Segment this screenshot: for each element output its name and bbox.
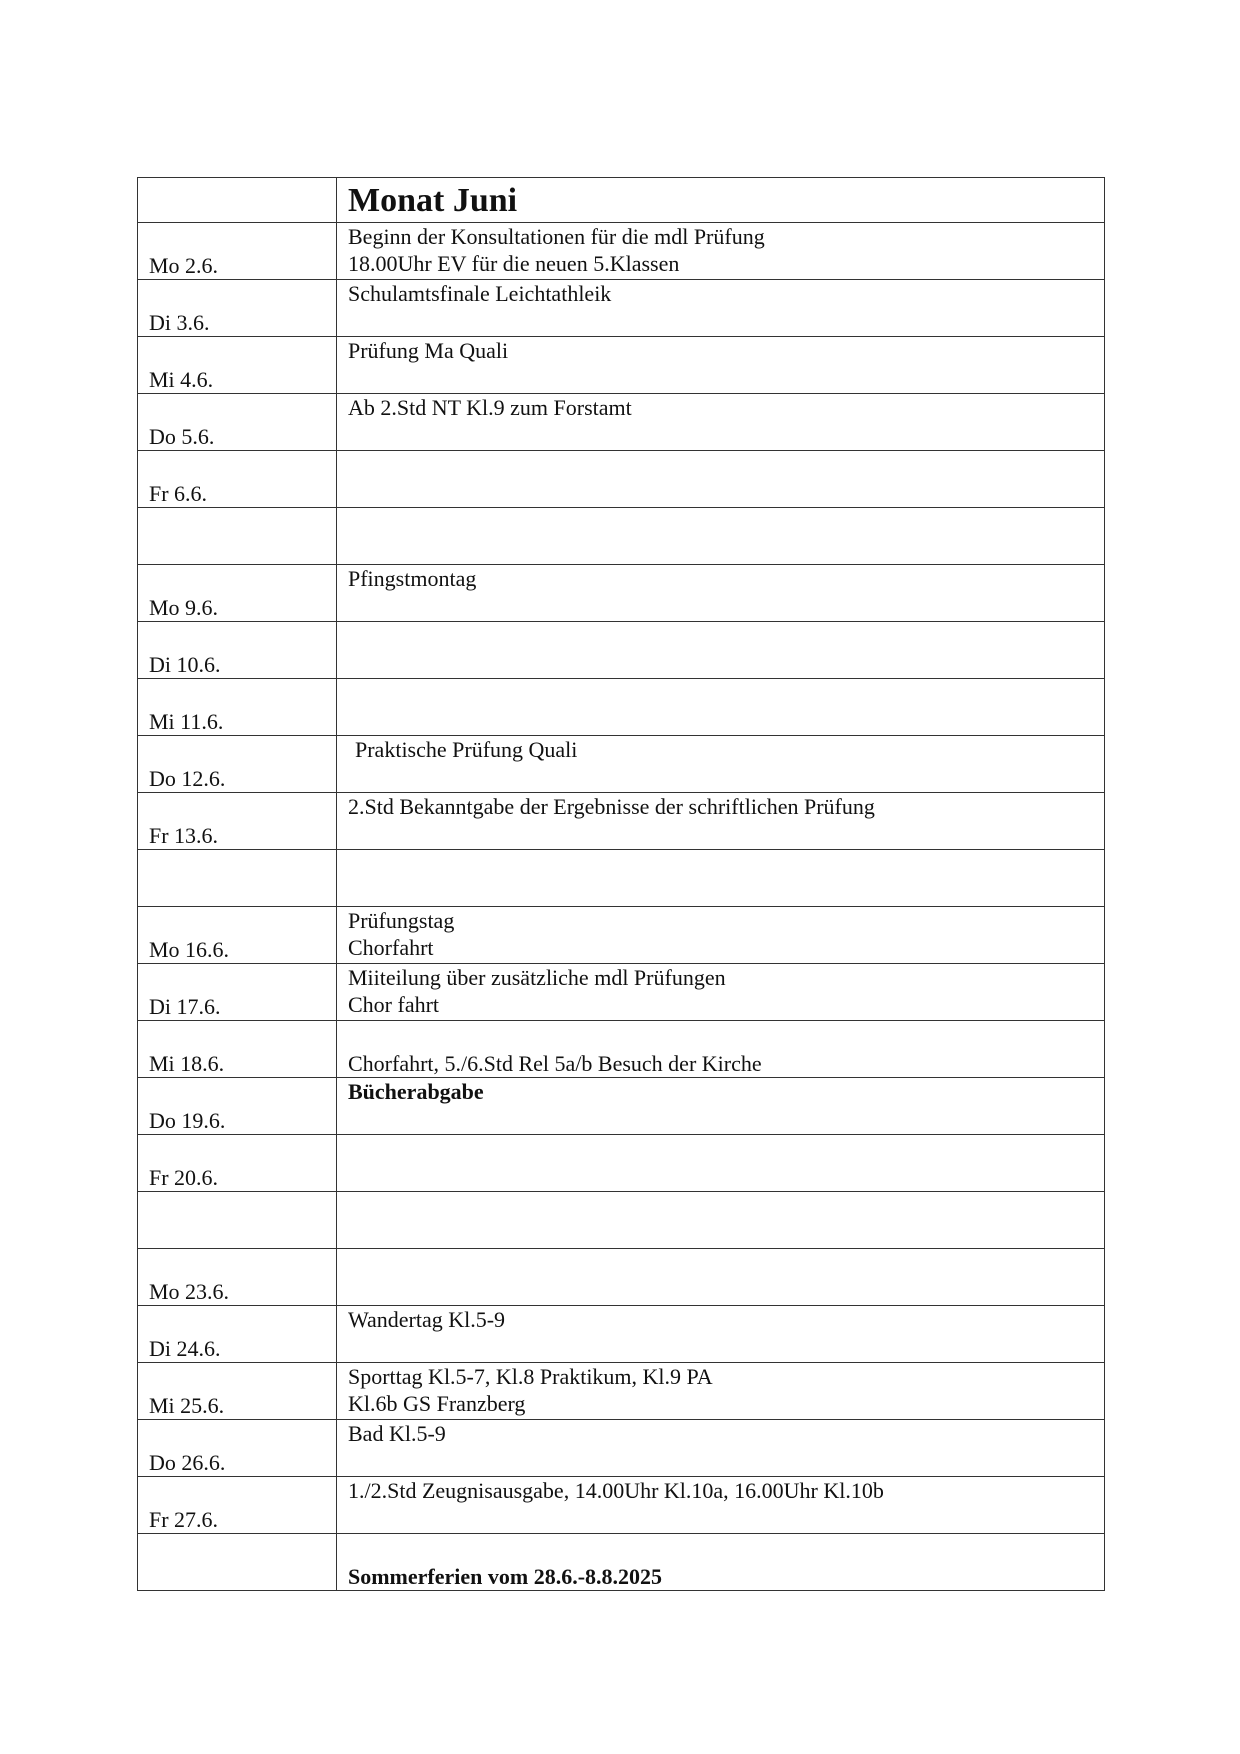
header-row [138, 178, 1105, 223]
day-cell [138, 223, 337, 280]
event-text [348, 964, 726, 1018]
event-line: 18.00Uhr EV für die neuen 5.Klassen [348, 251, 680, 276]
day-cell [138, 622, 337, 679]
day-label: Mi 25.6. [149, 1393, 225, 1418]
table-row [138, 280, 1105, 337]
events-cell [337, 565, 1105, 622]
event-text: Ab 2.Std NT Kl.9 zum Forstamt [348, 395, 632, 420]
day-label: Fr 6.6. [149, 481, 208, 506]
events-cell [337, 1078, 1105, 1135]
event-text: 2.Std Bekanntgabe der Ergebnisse der schriftlichen Prüfung [348, 794, 875, 819]
events-cell [337, 1192, 1105, 1249]
day-label: Mi 11.6. [149, 709, 224, 734]
month-title: Monat Juni [348, 182, 518, 219]
event-text [348, 223, 765, 277]
event-text: Pfingstmontag [348, 566, 477, 591]
event-text: Bad Kl.5-9 [348, 1421, 446, 1446]
day-label: Mi 4.6. [149, 367, 214, 392]
event-text: Wandertag Kl.5-9 [348, 1307, 506, 1332]
events-cell [337, 1534, 1105, 1591]
table-row [138, 1420, 1105, 1477]
event-text: Chorfahrt, 5./6.Std Rel 5a/b Besuch der Kirche [348, 1051, 762, 1076]
event-line: Kl.6b GS Franzberg [348, 1391, 526, 1416]
day-label: Fr 27.6. [149, 1507, 219, 1532]
day-cell [138, 850, 337, 907]
table-row [138, 451, 1105, 508]
table-row [138, 793, 1105, 850]
day-cell [138, 679, 337, 736]
events-cell [337, 793, 1105, 850]
table-row [138, 622, 1105, 679]
header-day-cell [138, 178, 337, 223]
june-schedule-table [137, 177, 1105, 1591]
day-label: Do 12.6. [149, 766, 226, 791]
day-cell [138, 1021, 337, 1078]
day-label: Fr 20.6. [149, 1165, 219, 1190]
day-cell [138, 508, 337, 565]
event-line: Chor fahrt [348, 992, 440, 1017]
day-cell [138, 1420, 337, 1477]
day-label: Di 24.6. [149, 1336, 221, 1361]
day-cell [138, 907, 337, 964]
day-label: Mo 16.6. [149, 937, 230, 962]
day-label: Do 5.6. [149, 424, 215, 449]
day-label: Do 26.6. [149, 1450, 226, 1475]
day-label: Mo 23.6. [149, 1279, 230, 1304]
table-row [138, 1021, 1105, 1078]
events-cell [337, 1477, 1105, 1534]
event-line: Beginn der Konsultationen für die mdl Prüfung [348, 224, 765, 249]
day-cell [138, 964, 337, 1021]
table-row [138, 337, 1105, 394]
events-cell [337, 622, 1105, 679]
events-cell [337, 1135, 1105, 1192]
events-cell [337, 223, 1105, 280]
table-row [138, 1363, 1105, 1420]
day-cell [138, 1078, 337, 1135]
event-line: Sporttag Kl.5-7, Kl.8 Praktikum, Kl.9 PA [348, 1364, 713, 1389]
table-row [138, 223, 1105, 280]
events-cell [337, 280, 1105, 337]
table-row [138, 850, 1105, 907]
events-cell [337, 850, 1105, 907]
table-row [138, 1249, 1105, 1306]
day-label: Do 19.6. [149, 1108, 226, 1133]
day-cell [138, 280, 337, 337]
day-label: Mo 9.6. [149, 595, 219, 620]
table-row [138, 1306, 1105, 1363]
table-row [138, 1477, 1105, 1534]
table-row [138, 736, 1105, 793]
events-cell [337, 907, 1105, 964]
day-label: Di 3.6. [149, 310, 210, 335]
day-label: Mi 18.6. [149, 1051, 225, 1076]
events-cell [337, 394, 1105, 451]
event-text: 1./2.Std Zeugnisausgabe, 14.00Uhr Kl.10a, 16.00Uhr Kl.10b [348, 1478, 884, 1503]
day-cell [138, 1477, 337, 1534]
day-cell [138, 451, 337, 508]
day-label: Di 17.6. [149, 994, 221, 1019]
events-cell [337, 1363, 1105, 1420]
event-text [348, 907, 454, 961]
summer-break-note: Sommerferien vom 28.6.-8.8.2025 [348, 1564, 663, 1589]
event-text: Praktische Prüfung Quali [355, 737, 578, 762]
events-cell [337, 508, 1105, 565]
event-text [348, 1363, 713, 1417]
day-cell [138, 1192, 337, 1249]
event-line: Chorfahrt [348, 935, 434, 960]
table-row [138, 1534, 1105, 1591]
day-cell [138, 565, 337, 622]
events-cell [337, 1420, 1105, 1477]
event-text: Schulamtsfinale Leichtathleik [348, 281, 612, 306]
day-label: Di 10.6. [149, 652, 221, 677]
day-cell [138, 1135, 337, 1192]
table-row [138, 1078, 1105, 1135]
table-row [138, 394, 1105, 451]
day-cell [138, 394, 337, 451]
day-cell [138, 1534, 337, 1591]
table-row [138, 1192, 1105, 1249]
table-row [138, 508, 1105, 565]
table-row [138, 679, 1105, 736]
table-row [138, 565, 1105, 622]
events-cell [337, 337, 1105, 394]
event-line: Miiteilung über zusätzliche mdl Prüfungen [348, 965, 726, 990]
table-row [138, 907, 1105, 964]
header-title-cell [337, 178, 1105, 223]
day-cell [138, 1306, 337, 1363]
day-label: Fr 13.6. [149, 823, 219, 848]
day-label: Mo 2.6. [149, 253, 219, 278]
events-cell [337, 1249, 1105, 1306]
events-cell [337, 1021, 1105, 1078]
day-cell [138, 1363, 337, 1420]
event-line: Prüfungstag [348, 908, 455, 933]
events-cell [337, 964, 1105, 1021]
table-row [138, 964, 1105, 1021]
events-cell [337, 1306, 1105, 1363]
day-cell [138, 1249, 337, 1306]
event-text: Bücherabgabe [348, 1079, 484, 1104]
day-cell [138, 793, 337, 850]
day-cell [138, 337, 337, 394]
table-row [138, 1135, 1105, 1192]
events-cell [337, 736, 1105, 793]
event-text: Prüfung Ma Quali [348, 338, 509, 363]
events-cell [337, 679, 1105, 736]
day-cell [138, 736, 337, 793]
events-cell [337, 451, 1105, 508]
